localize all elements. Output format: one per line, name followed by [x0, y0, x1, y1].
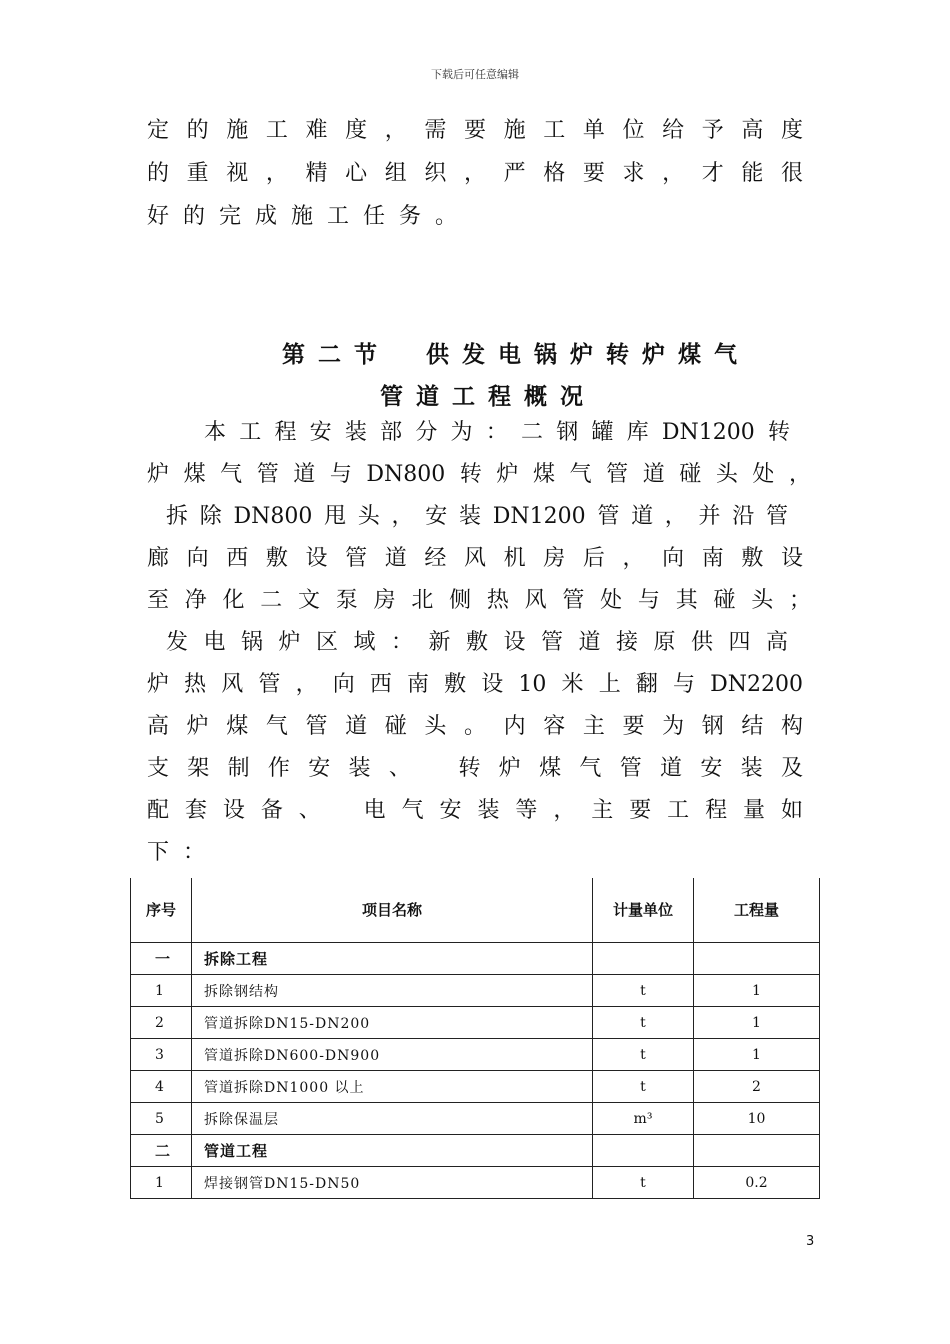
- cell-qty: 0.2: [694, 1167, 820, 1199]
- page-number: 3: [806, 1234, 815, 1249]
- cell-unit: t: [593, 1039, 694, 1071]
- col-header-name: 项目名称: [192, 878, 593, 943]
- body-line-11: 下：: [147, 840, 220, 865]
- cell-qty: [694, 943, 820, 975]
- body-line-3: 拆除DN800甩头，安装DN1200管道，并沿管: [166, 504, 788, 529]
- cell-unit: t: [593, 1007, 694, 1039]
- cell-seq: 1: [131, 1167, 192, 1199]
- table-row: [131, 1071, 820, 1103]
- page-header: 下载后可任意编辑: [431, 68, 519, 81]
- cell-qty: 1: [694, 1039, 820, 1071]
- body-line-5: 至净化二文泵房北侧热风管处与其碰头；: [147, 588, 811, 613]
- table-row: [131, 975, 820, 1007]
- cell-name: 拆除工程: [192, 943, 593, 975]
- intro-line-2: 的重视，精心组织，严格要求，才能很: [147, 161, 803, 186]
- cell-unit: t: [593, 975, 694, 1007]
- table-row: [131, 1167, 820, 1199]
- cell-name: 拆除保温层: [192, 1103, 593, 1135]
- body-line-10: 配套设备、 电气安装等，主要工程量如: [147, 798, 803, 823]
- cell-name: 管道拆除DN15-DN200: [192, 1007, 593, 1039]
- quantities-table: [130, 878, 820, 1199]
- col-header-unit: 计量单位: [593, 878, 694, 943]
- cell-seq: 1: [131, 975, 192, 1007]
- cell-name: 焊接钢管DN15-DN50: [192, 1167, 593, 1199]
- cell-unit: [593, 1135, 694, 1167]
- cell-name: 管道拆除DN600-DN900: [192, 1039, 593, 1071]
- table-row: [131, 1103, 820, 1135]
- body-line-8: 高炉煤气管道碰头。内容主要为钢结构: [147, 714, 803, 739]
- body-line-6: 发电锅炉区域：新敷设管道接原供四高: [166, 630, 788, 655]
- cell-qty: 1: [694, 975, 820, 1007]
- cell-qty: 2: [694, 1071, 820, 1103]
- body-line-4: 廊向西敷设管道经风机房后，向南敷设: [147, 546, 803, 571]
- intro-line-1: 定的施工难度，需要施工单位给予高度: [147, 118, 803, 143]
- cell-qty: 10: [694, 1103, 820, 1135]
- col-header-seq: 序号: [131, 878, 192, 943]
- cell-seq: 4: [131, 1071, 192, 1103]
- cell-seq: 二: [131, 1135, 192, 1167]
- table-row: [131, 1039, 820, 1071]
- cell-unit: m³: [593, 1103, 694, 1135]
- table-row: [131, 1135, 820, 1167]
- col-header-qty: 工程量: [694, 878, 820, 943]
- cell-unit: [593, 943, 694, 975]
- body-line-1: 本工程安装部分为：二钢罐库DN1200转: [204, 420, 790, 445]
- cell-name: 管道拆除DN1000 以上: [192, 1071, 593, 1103]
- table-row: [131, 943, 820, 975]
- cell-seq: 3: [131, 1039, 192, 1071]
- cell-seq: 5: [131, 1103, 192, 1135]
- cell-qty: 1: [694, 1007, 820, 1039]
- intro-line-3: 好的完成施工任务。: [147, 204, 472, 229]
- section-title-line-2: 管道工程概况: [380, 384, 596, 410]
- cell-seq: 2: [131, 1007, 192, 1039]
- cell-name: 管道工程: [192, 1135, 593, 1167]
- section-title-line-1: 第二节 供发电锅炉转炉煤气: [282, 342, 750, 368]
- cell-qty: [694, 1135, 820, 1167]
- body-line-9: 支架制作安装、 转炉煤气管道安装及: [147, 756, 803, 781]
- cell-unit: t: [593, 1071, 694, 1103]
- table-row: [131, 1007, 820, 1039]
- body-line-7: 炉热风管，向西南敷设10米上翻与DN2200: [147, 672, 803, 697]
- cell-unit: t: [593, 1167, 694, 1199]
- table-header-row: [131, 878, 820, 943]
- cell-name: 拆除钢结构: [192, 975, 593, 1007]
- cell-seq: 一: [131, 943, 192, 975]
- body-line-2: 炉煤气管道与DN800转炉煤气管道碰头处，: [147, 462, 811, 487]
